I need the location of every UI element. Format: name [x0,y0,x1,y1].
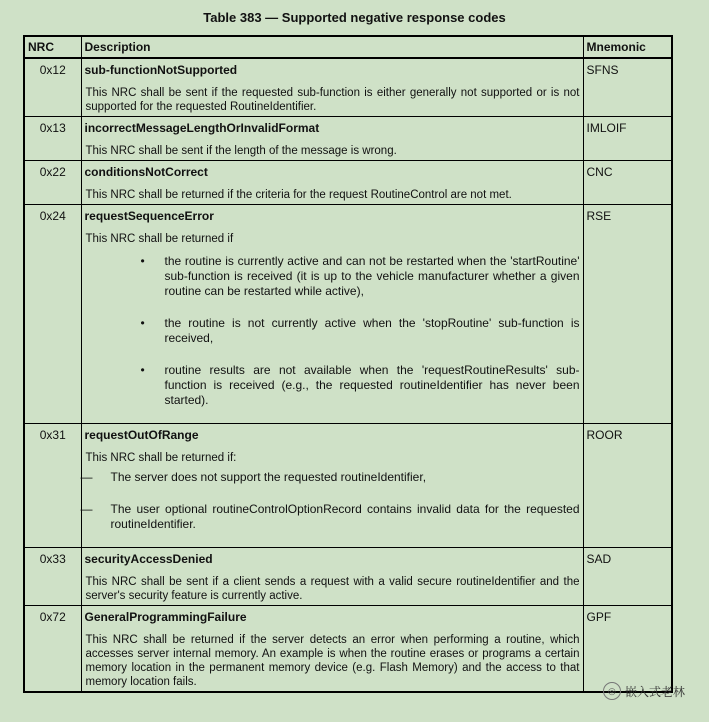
dash-item-text: The user optional routineControlOptionRecord contains invalid data for the requested routineIdentifier. [110,502,580,531]
nrc-text: This NRC shall be returned if [85,233,234,245]
bullet-icon: • [140,316,145,330]
mnemonic: SFNS [583,58,672,117]
bullet-list [85,254,580,408]
nrc-name: requestSequenceError [84,209,214,223]
nrc-table [23,35,673,693]
dash-item-text: The server does not support the requested routineIdentifier, [110,470,427,484]
table-row [24,606,672,693]
description-cell [81,205,583,424]
list-item [85,363,580,408]
watermark [603,682,685,700]
table-title: Table 383 — Supported negative response codes [203,10,506,25]
dash-icon: — [80,470,93,484]
mnemonic: GPF [583,606,672,693]
description-cell [81,58,583,117]
header-mnemonic: Mnemonic [583,36,672,58]
list-item-text: the routine is not currently active when the 'stopRoutine' sub-function is received, [164,316,580,345]
nrc-text: This NRC shall be sent if the requested sub-function is either generally not supported or is not supported for the requested RoutineIdentifier. [85,87,580,113]
nrc-text: This NRC shall be sent if the length of the message is wrong. [85,145,397,157]
nrc-code: 0x13 [24,117,81,161]
nrc-name: sub-functionNotSupported [84,63,238,77]
table-header-row [24,36,672,58]
table-row [24,117,672,161]
nrc-code: 0x72 [24,606,81,693]
mnemonic: IMLOIF [583,117,672,161]
bullet-icon: • [140,363,145,377]
nrc-name: conditionsNotCorrect [84,165,208,179]
mnemonic: ROOR [583,424,672,548]
nrc-text: This NRC shall be returned if: [85,452,237,464]
description-cell [81,606,583,693]
description-cell [81,424,583,548]
nrc-text: This NRC shall be sent if a client sends a request with a valid secure routineIdentifier and the server's security feature is currently active. [85,576,580,602]
description-cell [81,548,583,606]
nrc-name: requestOutOfRange [84,428,199,442]
table-row [24,161,672,205]
nrc-code: 0x24 [24,205,81,424]
description-cell [81,161,583,205]
mnemonic: RSE [583,205,672,424]
nrc-name: GeneralProgrammingFailure [84,610,247,624]
list-item [85,254,580,299]
nrc-text: This NRC shall be returned if the server detects an error when performing a routine, which accesses server internal memory. An example is when the routine erases or programs a certain memory location in the permanent memory device (e.g. Flash Memory) and the access to that memory location fails. [85,634,580,688]
nrc-code: 0x22 [24,161,81,205]
description-cell [81,117,583,161]
header-description: Description [81,36,583,58]
watermark-text: 嵌入式老林 [624,684,685,699]
mnemonic: CNC [583,161,672,205]
nrc-code: 0x33 [24,548,81,606]
nrc-code: 0x31 [24,424,81,548]
list-item-text: the routine is currently active and can not be restarted when the 'startRoutine' sub-function is received (it is up to the vehicle manufacturer whether a given routine can be restarted while active), [164,254,580,298]
nrc-name: securityAccessDenied [84,552,213,566]
bullet-icon: • [140,254,145,268]
list-item-text: routine results are not available when the 'requestRoutineResults' sub-function is received (e.g., the requested routineIdentifier has never been started). [164,363,580,407]
nrc-code: 0x12 [24,58,81,117]
table-row [24,58,672,117]
nrc-name: incorrectMessageLengthOrInvalidFormat [84,121,320,135]
table-row [24,424,672,548]
dash-item [80,502,580,532]
dash-icon: — [80,502,93,516]
table-row [24,205,672,424]
dash-item [80,470,580,485]
nrc-text: This NRC shall be returned if the criteria for the request RoutineControl are not met. [85,189,512,201]
list-item [85,316,580,346]
header-nrc: NRC [24,36,81,58]
table-row [24,548,672,606]
mnemonic: SAD [583,548,672,606]
wechat-icon: ◎ [603,682,621,700]
